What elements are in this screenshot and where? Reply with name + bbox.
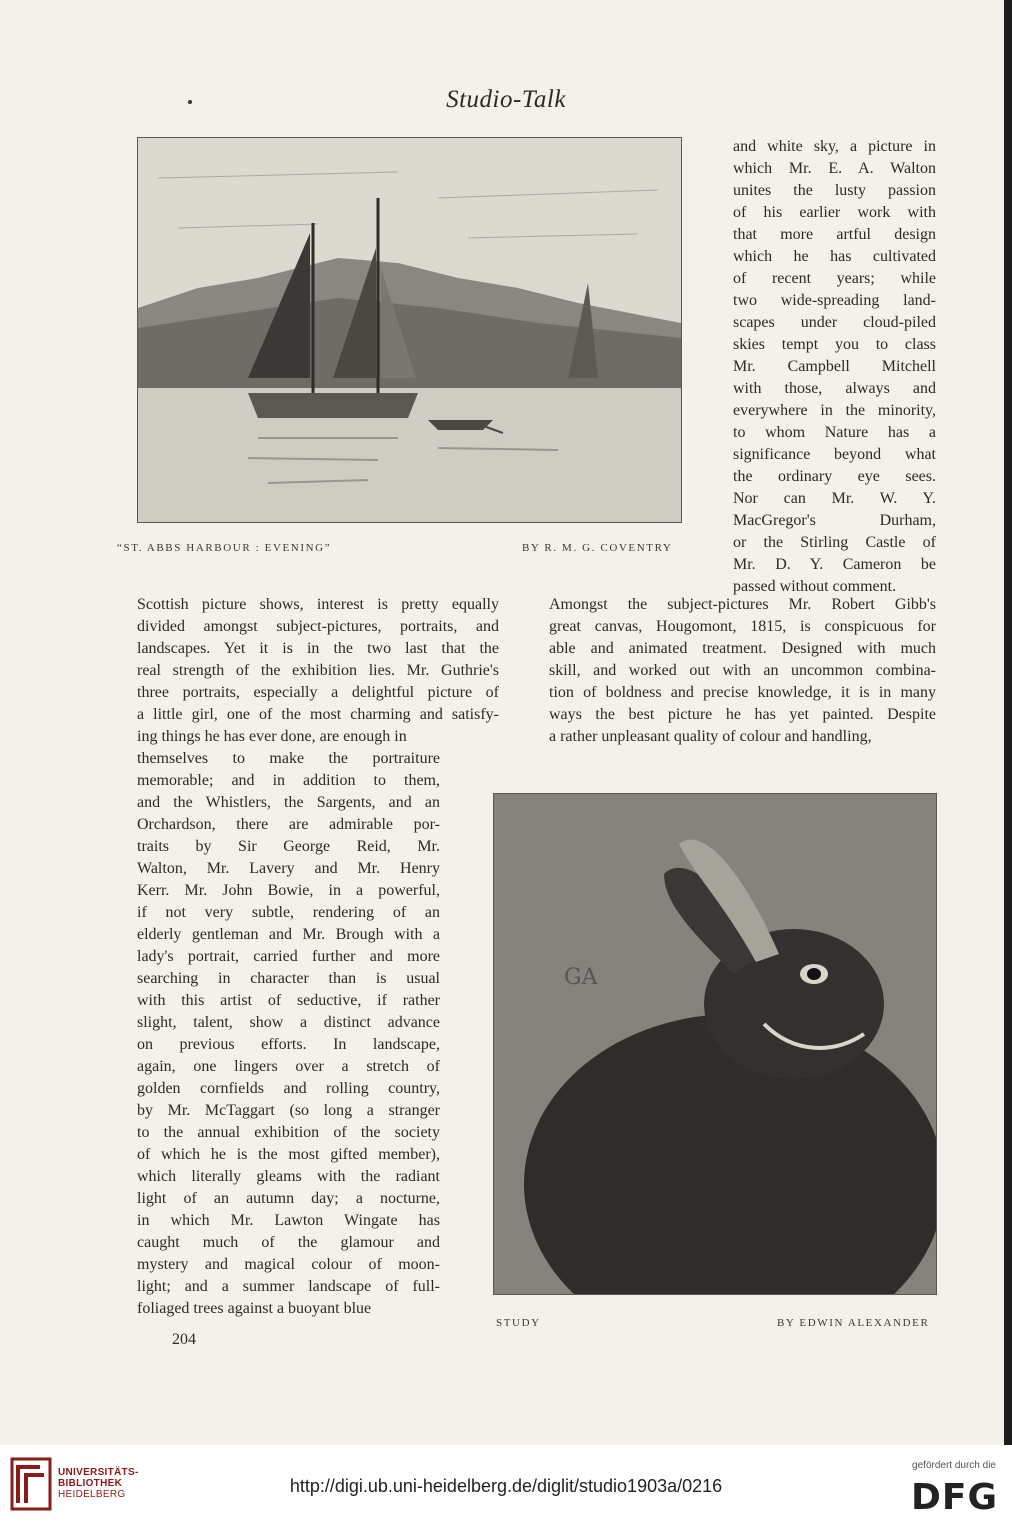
text-line: slight, talent, show a distinct advance — [137, 1014, 440, 1031]
text-line: Mr. D. Y. Cameron be — [733, 556, 936, 573]
right-column-top — [733, 136, 936, 598]
text-line: able and animated treatment. Designed with much — [549, 640, 936, 657]
text-line: which he has cultivated — [733, 248, 936, 265]
text-line: by Mr. McTaggart (so long a stranger — [137, 1102, 440, 1119]
text-line: Kerr. Mr. John Bowie, in a powerful, — [137, 882, 440, 899]
text-line: a rather unpleasant quality of colour and handling, — [549, 728, 872, 745]
text-line: if not very subtle, rendering of an — [137, 904, 440, 921]
text-line: Walton, Mr. Lavery and Mr. Henry — [137, 860, 440, 877]
text-line: which Mr. E. A. Walton — [733, 160, 936, 177]
text-line: tion of boldness and precise knowledge, it is in many — [549, 684, 936, 701]
viewer-footer — [0, 1445, 1012, 1525]
rabbit-illustration — [493, 793, 937, 1295]
text-line: or the Stirling Castle of — [733, 534, 936, 551]
text-line: in which Mr. Lawton Wingate has — [137, 1212, 440, 1229]
text-line: unites the lusty passion — [733, 182, 936, 199]
running-head: Studio-Talk — [446, 86, 566, 113]
library-line-2: BIBLIOTHEK — [58, 1478, 123, 1489]
text-line: significance beyond what — [733, 446, 936, 463]
page-number: 204 — [172, 1331, 196, 1348]
text-line: golden cornfields and rolling country, — [137, 1080, 440, 1097]
text-line: scapes under cloud-piled — [733, 314, 936, 331]
text-line: traits by Sir George Reid, Mr. — [137, 838, 440, 855]
text-line: everywhere in the minority, — [733, 402, 936, 419]
text-line: of his earlier work with — [733, 204, 936, 221]
library-line-1: UNIVERSITÄTS- — [58, 1467, 139, 1478]
harbour-caption-title: “ST. ABBS HARBOUR : EVENING” — [117, 542, 332, 554]
dfg-logo: DFG — [910, 1477, 998, 1518]
text-line: of which he is the most gifted member), — [137, 1146, 440, 1163]
text-line: divided amongst subject-pictures, portraits, and — [137, 618, 499, 635]
text-line: two wide-spreading land- — [733, 292, 936, 309]
text-line: real strength of the exhibition lies. Mr. Guthrie's — [137, 662, 499, 679]
text-line: MacGregor's Durham, — [733, 512, 936, 529]
permalink-url[interactable]: http://digi.ub.uni-heidelberg.de/diglit/studio1903a/0216 — [289, 1476, 723, 1496]
text-line: to the annual exhibition of the society — [137, 1124, 440, 1141]
text-line: ways the best picture he has yet painted. Despite — [549, 706, 936, 723]
text-line: Scottish picture shows, interest is pretty equally — [137, 596, 499, 613]
rabbit-caption-title: STUDY — [496, 1317, 541, 1329]
text-line: caught much of the glamour and — [137, 1234, 440, 1251]
text-line: elderly gentleman and Mr. Brough with a — [137, 926, 440, 943]
text-line: passed without comment. — [733, 578, 897, 595]
text-line: light; and a summer landscape of full- — [137, 1278, 440, 1295]
harbour-illustration — [137, 137, 682, 523]
text-line: lady's portrait, carried further and more — [137, 948, 440, 965]
right-column-mid — [549, 594, 936, 748]
text-line: and white sky, a picture in — [733, 138, 936, 155]
text-line: on previous efforts. In landscape, — [137, 1036, 440, 1053]
text-line: mystery and magical colour of moon- — [137, 1256, 440, 1273]
text-line: Nor can Mr. W. Y. — [733, 490, 936, 507]
text-line: themselves to make the portraiture — [137, 750, 440, 767]
text-line: light of an autumn day; a nocturne, — [137, 1190, 440, 1207]
text-line: three portraits, especially a delightful picture of — [137, 684, 499, 701]
text-line: a little girl, one of the most charming and satisfy- — [137, 706, 499, 723]
text-line: to whom Nature has a — [733, 424, 936, 441]
text-line: of recent years; while — [733, 270, 936, 287]
text-line: searching in character than is usual — [137, 970, 440, 987]
text-line: which literally gleams with the radiant — [137, 1168, 440, 1185]
text-line: that more artful design — [733, 226, 936, 243]
text-line: great canvas, Hougomont, 1815, is conspicuous for — [549, 618, 936, 635]
left-column-narrow — [137, 748, 440, 1320]
text-line: ing things he has ever done, are enough in — [137, 728, 407, 745]
library-line-3: HEIDELBERG — [58, 1489, 126, 1500]
text-line: skies tempt you to class — [733, 336, 936, 353]
text-line: with this artist of seductive, if rather — [137, 992, 440, 1009]
funding-note: gefördert durch die — [912, 1460, 996, 1471]
text-line: Orchardson, there are admirable por- — [137, 816, 440, 833]
harbour-caption-artist: BY R. M. G. COVENTRY — [522, 542, 673, 554]
rabbit-caption-artist: BY EDWIN ALEXANDER — [777, 1317, 930, 1329]
text-line: foliaged trees against a buoyant blue — [137, 1300, 372, 1317]
text-line: again, one lingers over a stretch of — [137, 1058, 440, 1075]
text-line: memorable; and in addition to them, — [137, 772, 440, 789]
text-line: skill, and worked out with an uncommon combina- — [549, 662, 936, 679]
text-line: landscapes. Yet it is in the two last that the — [137, 640, 499, 657]
text-line: Amongst the subject-pictures Mr. Robert Gibb's — [549, 596, 936, 613]
left-column-full-lines — [137, 594, 499, 748]
text-line: Mr. Campbell Mitchell — [733, 358, 936, 375]
text-line: and the Whistlers, the Sargents, and an — [137, 794, 440, 811]
text-line: the ordinary eye sees. — [733, 468, 936, 485]
text-line: with those, always and — [733, 380, 936, 397]
svg-text:GA: GA — [564, 965, 598, 990]
